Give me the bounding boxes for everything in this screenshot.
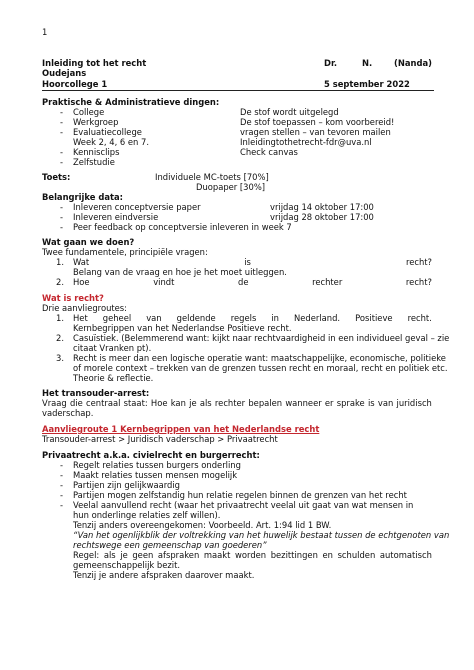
word: Hoe (150, 398, 168, 408)
privaat-item: Regelt relaties tussen burgers onderling (73, 460, 241, 470)
word: maakt (203, 550, 231, 560)
transouder-line-2: vaderschap. (42, 408, 94, 418)
word: afspraken (157, 550, 200, 560)
question-2 (73, 277, 432, 287)
list-number: 1. (56, 313, 64, 323)
word: rechter (312, 277, 343, 287)
word: staat: (123, 398, 148, 408)
word: vindt (153, 277, 175, 287)
wat-is-recht-heading: Wat is recht? (42, 293, 104, 303)
word: rechter (214, 398, 246, 408)
course-title: Inleiding tot het recht (42, 58, 147, 68)
list-dash: - (60, 107, 64, 117)
privaat-item-cont: Tenzij anders overeengekomen: Voorbeeld. Art. 1:94 lid 1 BW. (73, 520, 332, 530)
privaat-item-cont: hun onderlinge relaties zelf willen). (73, 510, 221, 520)
lecture-label: Hoorcollege 1 (42, 79, 108, 89)
list-dash: - (60, 147, 64, 157)
route-item-2-line-1: Casuïstiek. (Belemmerend want: kijkt naar rechtvaardigheid in een individueel geval – zie (73, 333, 450, 343)
word: geldende (176, 313, 216, 323)
transouder-heading: Het transouder-arrest: (42, 388, 150, 398)
list-item: Week 2, 4, 6 en 7. (73, 137, 150, 147)
wat-doen-heading: Wat gaan we doen? (42, 237, 135, 247)
word: Het (73, 313, 88, 323)
date-value: vrijdag 14 oktober 17:00 (270, 202, 374, 212)
header-divider (42, 90, 434, 91)
list-item-note: De stof toepassen – kom voorbereid! (240, 117, 395, 127)
privaatrecht-heading: Privaatrecht a.k.a. civielrecht en burgerrecht: (42, 450, 260, 460)
privaat-item: Partijen zijn gelijkwaardig (73, 480, 180, 490)
word: is (244, 257, 251, 267)
word: sprake (336, 398, 365, 408)
header-dr: Dr. (324, 58, 338, 68)
list-dash: - (60, 480, 64, 490)
word: er (324, 398, 334, 408)
word: Nederland. (294, 313, 341, 323)
list-item: Zelfstudie (73, 157, 115, 167)
word: schulden (337, 550, 376, 560)
list-dash: - (60, 117, 64, 127)
word: je (189, 398, 197, 408)
privaat-item: Veelal aanvullend recht (waar het privaatrecht veelal uit gaat van wat mensen in (73, 500, 414, 510)
word: als (199, 398, 212, 408)
toets-line-2: Duopaper [30%] (196, 182, 266, 192)
word: wanneer (285, 398, 322, 408)
privaat-item-cont: gemeenschappelijk bezit. (73, 560, 181, 570)
privaat-item: Maakt relaties tussen mensen mogelijk (73, 470, 238, 480)
header-n: N. (362, 58, 373, 68)
privaat-item-cont (73, 550, 432, 560)
list-dash: - (60, 222, 64, 232)
list-item: Evaluatiecollege (73, 127, 142, 137)
legal-quote-line-2: rechtswege een gemeenschap van goederen” (73, 540, 267, 550)
word: en (322, 550, 333, 560)
word: van (146, 313, 162, 323)
transouder-line-1 (42, 398, 432, 408)
toets-label: Toets: (42, 172, 71, 182)
word: bepalen (248, 398, 283, 408)
question-1 (73, 257, 432, 267)
word: bezittingen (270, 550, 318, 560)
word: regels (230, 313, 257, 323)
wat-is-recht-intro: Drie aanvliegroutes: (42, 303, 127, 313)
email-address[interactable]: Inleidingtothetrecht-fdr@uva.nl (240, 137, 372, 147)
question-1-cont: Belang van de vraag en hoe je het moet uitleggen. (73, 267, 287, 277)
word: Positieve (355, 313, 393, 323)
word: je (120, 550, 128, 560)
word: juridisch (396, 398, 432, 408)
word: geheel (102, 313, 132, 323)
word: is (367, 398, 375, 408)
route-1-heading: Aanvliegroute 1 Kernbegrippen van het Nederlandse recht (42, 424, 320, 434)
list-dash: - (60, 460, 64, 470)
list-item: College (73, 107, 105, 117)
route-item-2-line-2: citaat Vranken pt). (73, 343, 152, 353)
page-number: 1 (42, 27, 48, 37)
route-item-3-line-2: of morele context – trekken van de grenzen tussen recht en moraal, recht en politiek etc. (73, 363, 448, 373)
list-dash: - (60, 212, 64, 222)
legal-quote-line-1: “Van het ogenlijkblik der voltrekking van het huwelijk bestaat tussen de echtgenoten van (73, 530, 450, 540)
date-item: Inleveren conceptversie paper (73, 202, 201, 212)
header-nanda: (Nanda) (394, 58, 432, 68)
privaat-item-cont: Tenzij je andere afspraken daarover maakt. (73, 570, 255, 580)
word: geen (132, 550, 154, 560)
route-1-path: Transouder-arrest > Juridisch vaderschap > Privaatrecht (42, 434, 278, 444)
word: Wat (73, 257, 90, 267)
word: centraal (86, 398, 121, 408)
list-item-note: De stof wordt uitgelegd (240, 107, 339, 117)
list-number: 2. (56, 333, 64, 343)
word: recht? (405, 277, 432, 287)
list-item-note: Check canvas (240, 147, 298, 157)
word: kan (170, 398, 186, 408)
practical-heading: Praktische & Administratieve dingen: (42, 97, 220, 107)
list-dash: - (60, 202, 64, 212)
word: Regel: (73, 550, 100, 560)
word: Hoe (73, 277, 90, 287)
lecture-date: 5 september 2022 (324, 79, 410, 89)
list-dash: - (60, 500, 64, 510)
route-item-3-line-1: Recht is meer dan een logische operatie want: maatschappelijke, economische, politieke (73, 353, 446, 363)
list-dash: - (60, 127, 64, 137)
date-value: vrijdag 28 oktober 17:00 (270, 212, 374, 222)
word: de (238, 277, 249, 287)
route-item-1 (73, 313, 432, 323)
date-item: Inleveren eindversie (73, 212, 159, 222)
word: als (103, 550, 116, 560)
word: Vraag (42, 398, 67, 408)
toets-line-1: Individuele MC-toets [70%] (155, 172, 269, 182)
word: automatisch (379, 550, 432, 560)
list-dash: - (60, 490, 64, 500)
privaat-item: Partijen mogen zelfstandig hun relatie regelen binnen de grenzen van het recht (73, 490, 407, 500)
list-dash: - (60, 470, 64, 480)
word: in (271, 313, 279, 323)
list-number: 2. (56, 277, 64, 287)
word: die (70, 398, 83, 408)
header-surname: Oudejans (42, 68, 87, 78)
list-item: Werkgroep (73, 117, 119, 127)
word: worden (235, 550, 267, 560)
list-dash: - (60, 157, 64, 167)
route-item-3-line-3: Theorie & reflectie. (73, 373, 154, 383)
word: van (377, 398, 394, 408)
dates-heading: Belangrijke data: (42, 192, 124, 202)
list-number: 3. (56, 353, 64, 363)
word: recht? (405, 257, 432, 267)
wat-doen-intro: Twee fundamentele, principiële vragen: (42, 247, 208, 257)
route-item-1-cont: Kernbegrippen van het Nederlandse Positieve recht. (73, 323, 292, 333)
list-item-note: vragen stellen – van tevoren mailen (240, 127, 391, 137)
list-item: Kennisclips (73, 147, 120, 157)
list-number: 1. (56, 257, 64, 267)
word: recht. (407, 313, 432, 323)
date-item: Peer feedback op conceptversie inleveren in week 7 (73, 222, 292, 232)
